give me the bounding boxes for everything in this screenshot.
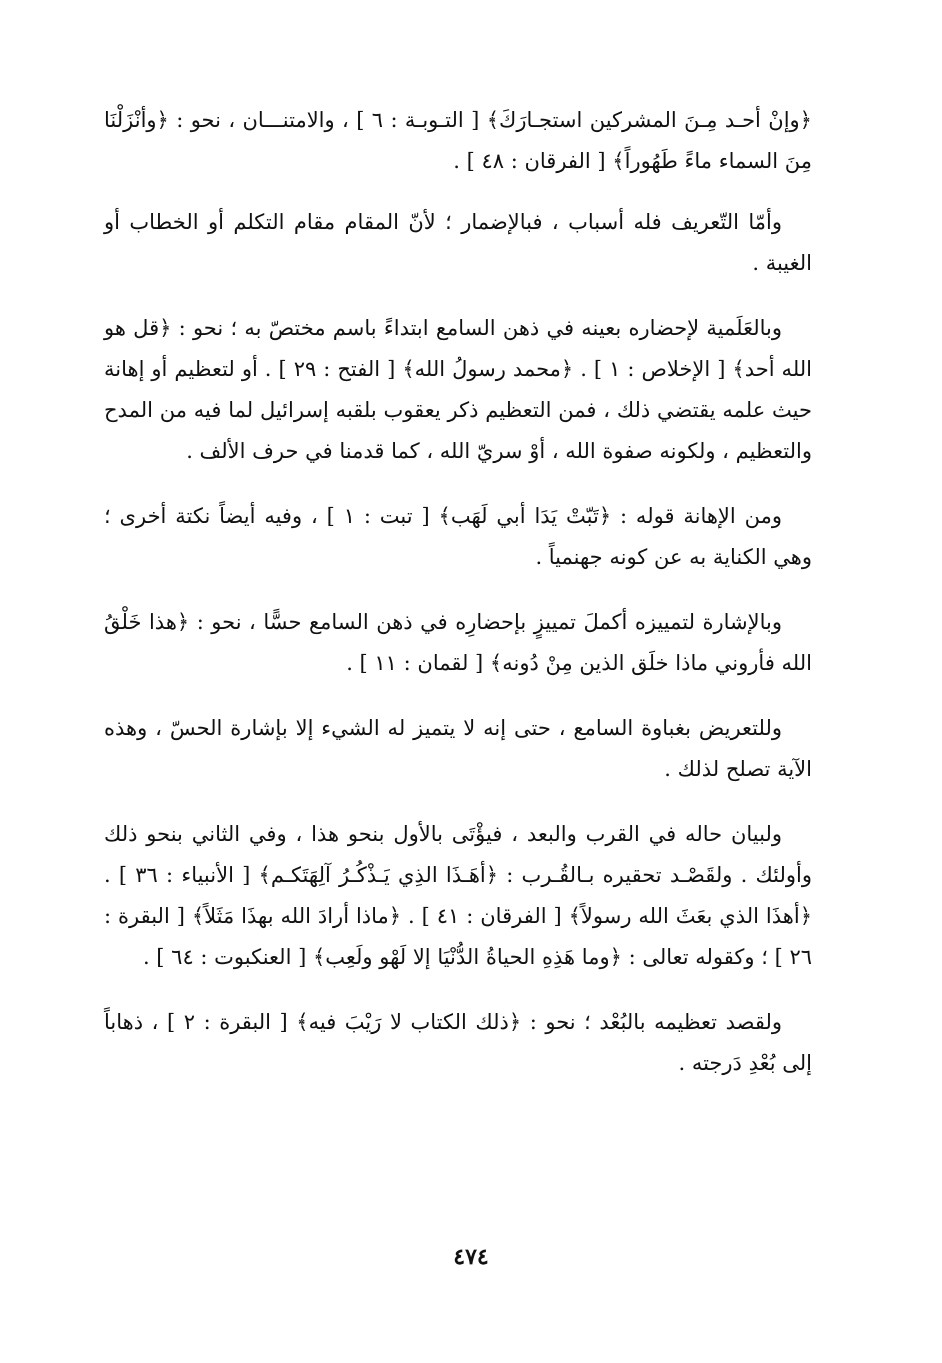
paragraph-proper-names: وبالعَلَمية لإحضاره بعينه في ذهن السامع ابتداءً باسم مختصّ به ؛ نحو : ﴿قل هو الله أحد﴾ [ الإخلاص : ١ ] . ﴿محمد رسولُ الله﴾ [ الفتح : ٢٩ ] . أو لتعظيم أو إهانة حيث علمه يقتضي ذلك ، فمن التعظيم ذكر يعقوب بلقبه إسرائيل لما فيه من المدح والتعظيم ، ولكونه صفوة الله ، أوْ سريّ الله ، كما قدمنا في حرف الألف . [104, 316, 813, 463]
paragraph-definiteness: وأمّا التّعريف فله أسباب ، فبالإضمار ؛ لأنّ المقام مقام التكلم أو الخطاب أو الغيبة . [104, 210, 812, 275]
paragraph-distance-glorification: ولقصد تعظيمه بالبُعْد ؛ نحو : ﴿ذلك الكتاب لا رَيْبَ فيه﴾ [ البقرة : ٢ ] ، ذهاباً إلى بُعْدِ دَرجته . [104, 1010, 812, 1075]
paragraph-near-far: ولبيان حاله في القرب والبعد ، فيؤْتَى بالأول بنحو هذا ، وفي الثاني بنحو ذلك وأولئك . ولقَصْـد تحقيره بـالقُـرب : ﴿أهَـذَا الذِي يَـذْكُـرُ آلِهَتَكـم﴾ [ الأنبياء : ٣٦ ] . ﴿أهذَا الذي بعَثَ الله رسولاً﴾ [ الفرقان : ٤١ ] . ﴿ماذا أرادَ الله بهذَا مَثَلاً﴾ [ البقرة : ٢٦ ] ؛ وكقوله تعالى : ﴿وما هَذِهِ الحياةُ الدُّنْيَا إلا لَهْو ولَعِب﴾ [ العنكبوت : ٦٤ ] . [104, 822, 813, 969]
page-number: ٤٧٤ [453, 1244, 489, 1270]
paragraph-allusion: وللتعريض بغباوة السامع ، حتى إنه لا يتميز له الشيء إلا بإشارة الحسّ ، وهذه الآية تصلح لذلك . [104, 716, 812, 781]
paragraph-disparagement: ومن الإهانة قوله : ﴿تَبّتْ يَدَا أبي لَهَب﴾ [ تبت : ١ ] ، وفيه أيضاً نكتة أخرى ؛ وهي الكناية به عن كونه جهنمياً . [104, 504, 812, 569]
paragraph-demonstrative: وبالإشارة لتمييزه أكملَ تمييزٍ بإحضارِه في ذهن السامع حسًّا ، نحو : ﴿هذا خَلْقُ الله فأروني ماذا خلَق الذين مِنْ دُونه﴾ [ لقمان : ١١ ] . [104, 610, 812, 675]
page-body [104, 100, 812, 1108]
paragraph-continuation: ﴿وإنْ أحـد مِـنَ المشركين استجـارَكَ﴾ [ التـوبـة : ٦ ] ، والامتنـــان ، نحو : ﴿وأنْزَلْنَا مِنَ السماء ماءً طَهُوراً﴾ [ الفرقان : ٤٨ ] . [104, 108, 812, 173]
